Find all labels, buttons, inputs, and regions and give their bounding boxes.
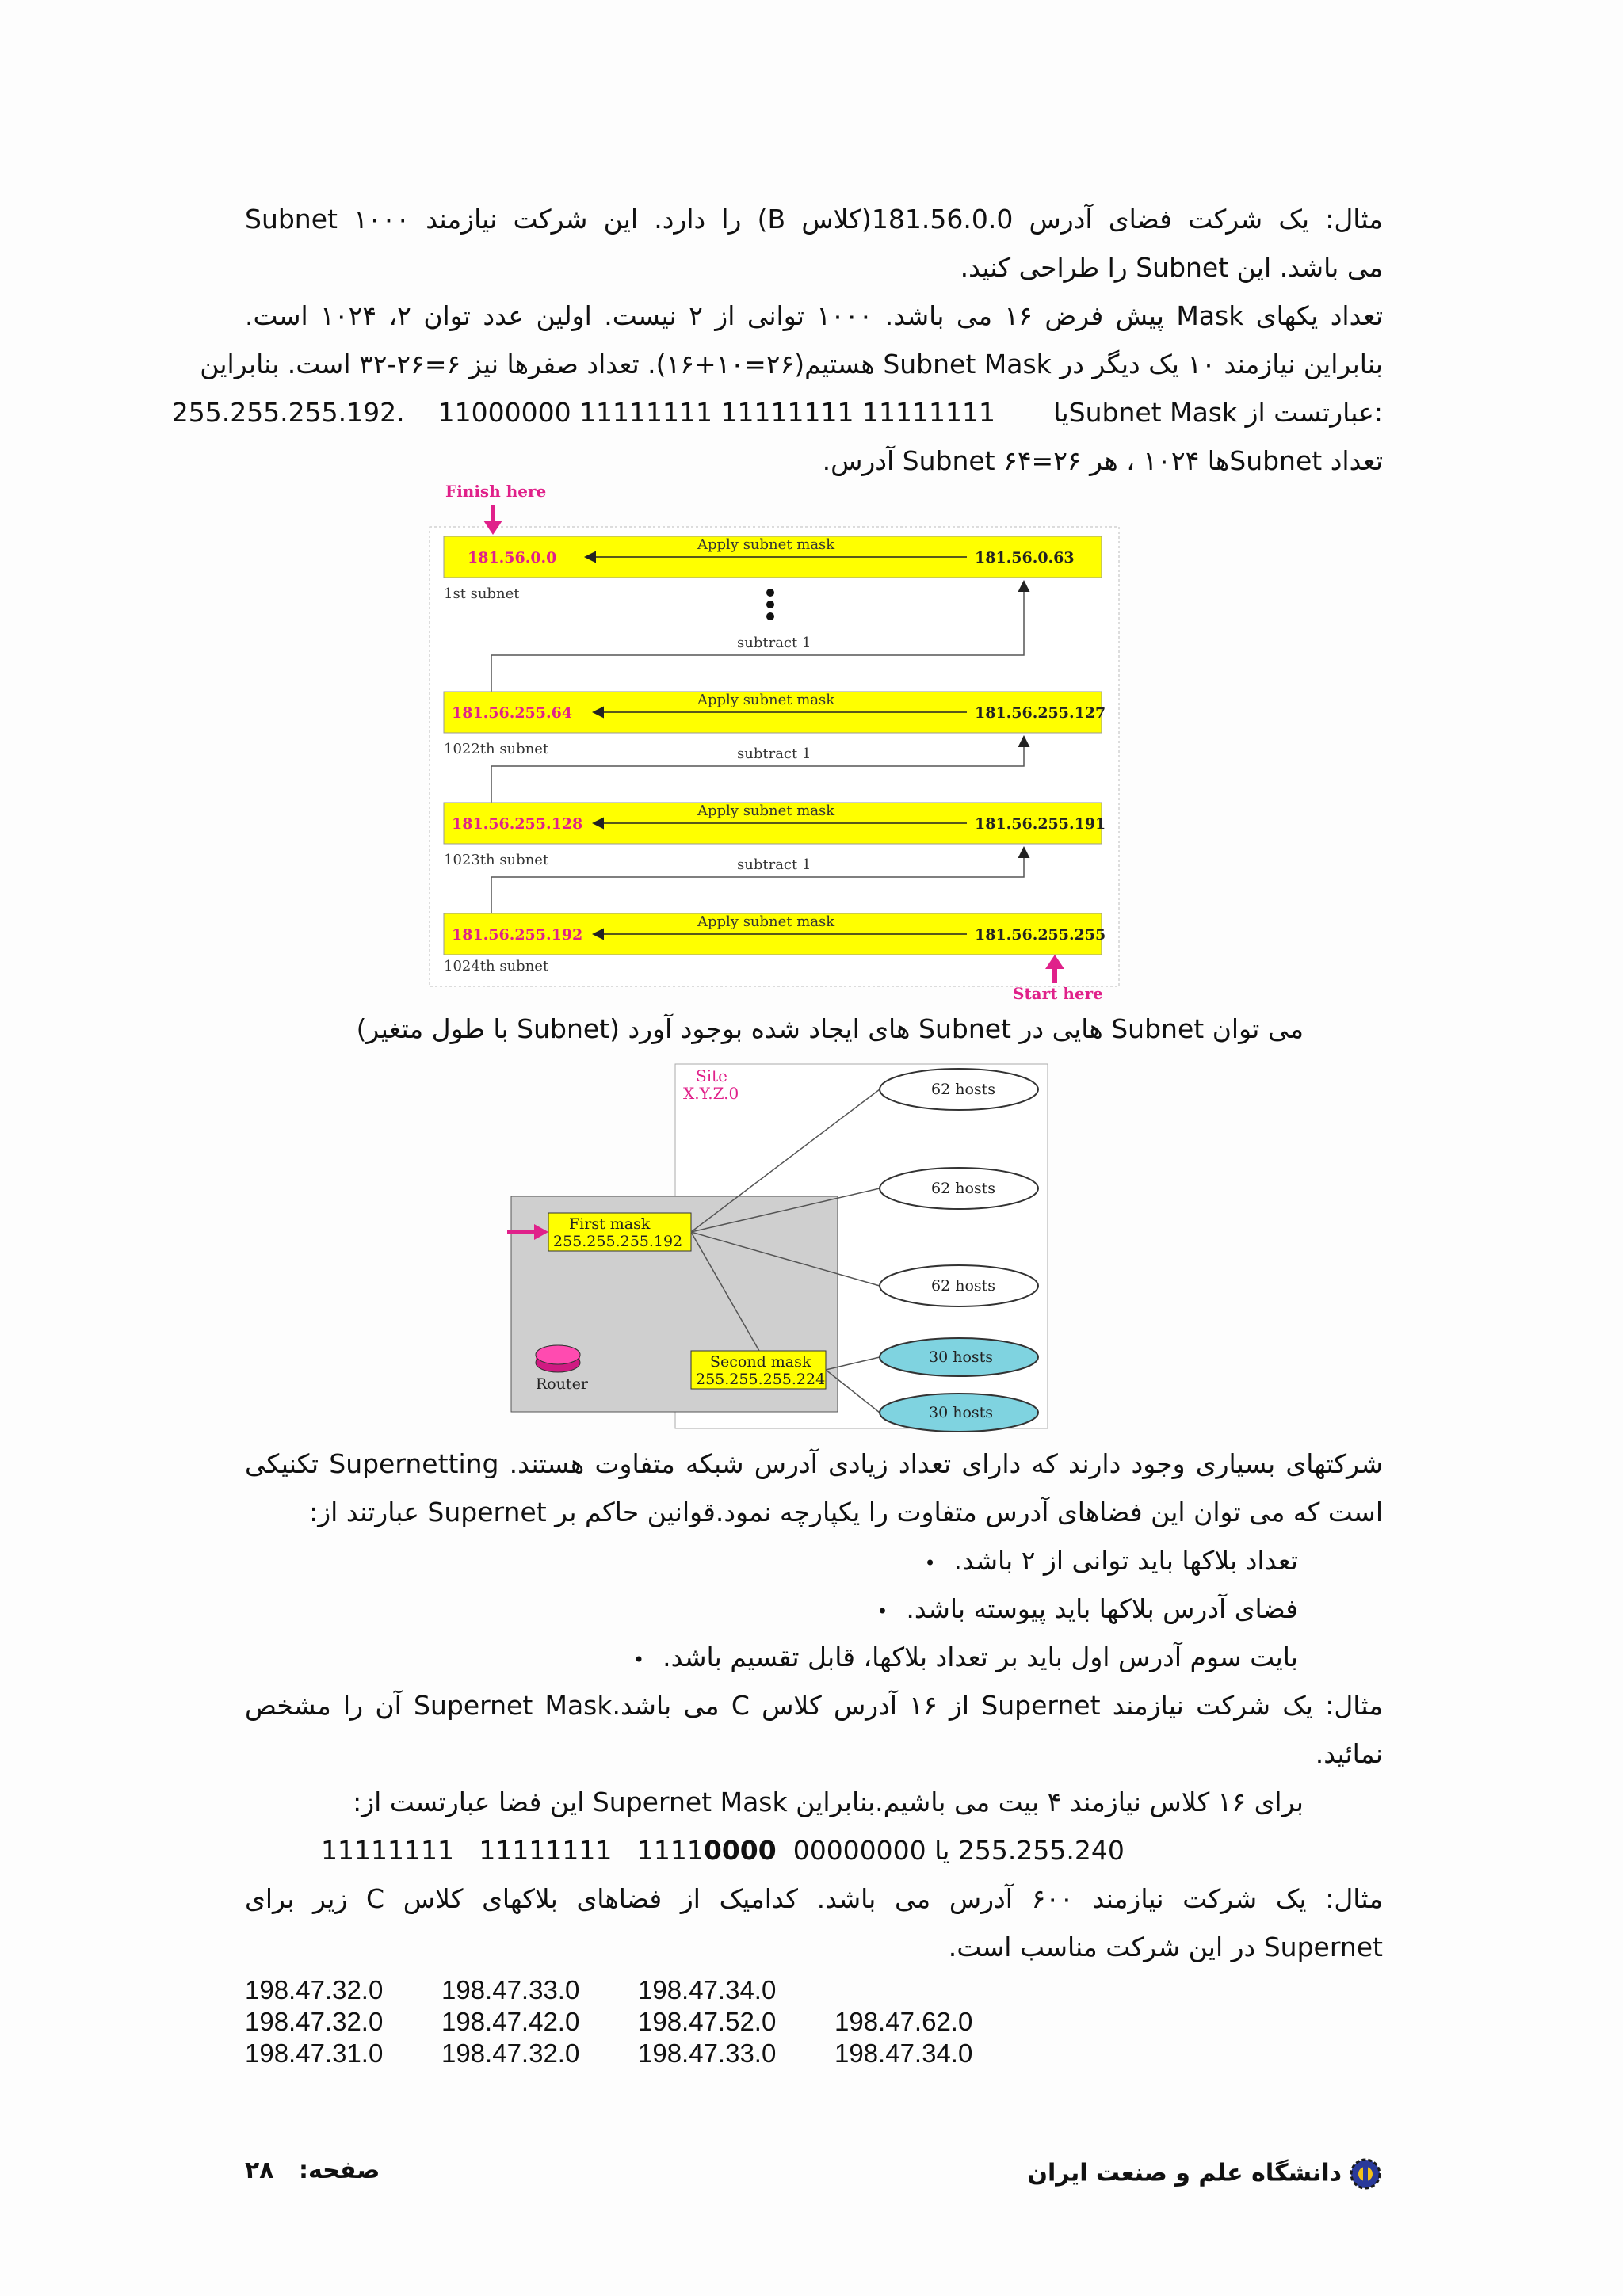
table-cell: 198.47.52.0	[638, 2007, 777, 2036]
example1-line2: می باشد. این Subnet را طراحی کنید.	[960, 252, 1383, 283]
hosts-label-4: 30 hosts	[929, 1348, 994, 1366]
subnet-count-line: تعداد Subnetها ۱۰۲۴ ، هر Subnet ۶۴=۲۶ آدرس.	[822, 445, 1383, 476]
site-label: Site	[696, 1066, 727, 1085]
row3-left: 181.56.255.128	[452, 815, 583, 833]
supernet-mask-line	[321, 1833, 1125, 1868]
ip-options-table	[245, 1974, 1031, 2069]
start-here-label: Start here	[1013, 984, 1103, 1002]
footer-university	[1027, 2157, 1383, 2191]
subnet-mask-line	[172, 395, 1383, 430]
table-row	[245, 1974, 1031, 2006]
row3-apply: Apply subnet mask	[697, 803, 835, 819]
table-cell: 198.47.33.0	[441, 1975, 580, 2004]
table-cell: 198.47.42.0	[441, 2007, 580, 2036]
mask-binary: 11111111 11111111 11111111 11000000	[437, 397, 995, 428]
explanation-line1: تعداد یکهای Mask پیش فرض ۱۶ می باشد. ۱۰۰۰ توانی از ۲ نیست. اولین عدد توان ۲، ۱۰۲۴ است.	[245, 300, 1384, 331]
vlsm-figure	[507, 1058, 1062, 1434]
example3-line1: مثال: یک شرکت نیازمند ۶۰۰ آدرس می باشد. کدامیک از فضاهای بلاکهای کلاس C زیر برای	[245, 1883, 1383, 1914]
row1-subtract: subtract 1	[737, 635, 812, 651]
mask-dotted: 255.255.255.192.	[171, 397, 405, 428]
page-number: ۲۸	[245, 2157, 274, 2184]
table-cell	[834, 1974, 1031, 2006]
second-mask-label: Second mask	[710, 1353, 812, 1371]
table-row	[245, 2038, 1031, 2069]
first-mask-label: First mask	[569, 1215, 651, 1233]
hosts-label-3: 62 hosts	[931, 1277, 996, 1295]
row1-left: 181.56.0.0	[468, 549, 557, 566]
hosts-label-5: 30 hosts	[929, 1404, 994, 1421]
row2-right: 181.56.255.127	[975, 704, 1106, 722]
university-logo-icon	[1348, 2157, 1383, 2191]
row3-right: 181.56.255.191	[975, 815, 1106, 833]
row4-apply: Apply subnet mask	[697, 913, 835, 930]
rule-item-2: فضای آدرس بلاکها باید پیوسته باشد.•	[876, 1593, 1298, 1624]
rule-text-1: تعداد بلاکها باید توانی از ۲ باشد.	[953, 1545, 1298, 1576]
mask-or: یا	[1053, 397, 1069, 428]
row1-apply: Apply subnet mask	[697, 536, 835, 553]
row1-right: 181.56.0.63	[975, 549, 1075, 566]
row2-subtract: subtract 1	[737, 746, 812, 762]
example2-line1: مثال: یک شرکت نیازمند Supernet از ۱۶ آدرس کلاس C می باشد.Supernet Mask آن را مشخص	[245, 1690, 1383, 1721]
table-cell: 198.47.32.0	[245, 2007, 384, 2036]
university-name: دانشگاه علم و صنعت ایران	[1027, 2159, 1342, 2187]
supernet-line1: شرکتهای بسیاری وجود دارند که دارای تعداد زیادی آدرس شبکه متفاوت هستند. Supernetting تکنیکی	[245, 1448, 1383, 1479]
supernet-bin-c: 00000000	[776, 1835, 926, 1866]
table-cell: 198.47.34.0	[834, 2039, 973, 2068]
row4-label: 1024th subnet	[444, 958, 549, 974]
row2-left: 181.56.255.64	[452, 704, 573, 722]
second-mask-value: 255.255.255.224	[696, 1371, 826, 1388]
supernet-bin-a: 11111111 11111111 1111	[321, 1835, 704, 1866]
supernet-line2: است که می توان این فضاهای آدرس متفاوت را یکپارچه نمود.قوانین حاکم بر Supernet عبارتند از:	[309, 1497, 1383, 1527]
finish-here-label: Finish here	[445, 482, 547, 501]
example1-line1: مثال: یک شرکت فضای آدرس 181.56.0.0(کلاس B) را دارد. این شرکت نیازمند ۱۰۰۰ Subnet	[245, 204, 1383, 235]
table-cell: 198.47.32.0	[441, 2039, 580, 2068]
explanation-line2: بنابراین نیازمند ۱۰ یک دیگر در Subnet Mask هستیم(۲۶=۱۰+۱۶). تعداد صفرها نیز ۶=۲۶-۳۲ است. بنابراین	[200, 349, 1383, 379]
hosts-label-2: 62 hosts	[931, 1180, 996, 1197]
table-cell: 198.47.34.0	[638, 1975, 777, 2004]
page-label: صفحه:	[298, 2157, 380, 2184]
supernet-dotted: 255.255.240 یا	[934, 1835, 1125, 1866]
table-cell: 198.47.62.0	[834, 2007, 973, 2036]
table-cell: 198.47.31.0	[245, 2039, 384, 2068]
site-address: X.Y.Z.0	[683, 1084, 739, 1103]
subnet-figure	[428, 479, 1125, 1002]
row4-left: 181.56.255.192	[452, 926, 583, 944]
rule-text-2: فضای آدرس بلاکها باید پیوسته باشد.	[906, 1593, 1298, 1624]
rule-item-3: بایت سوم آدرس اول باید بر تعداد بلاکها، قابل تقسیم باشد.•	[633, 1642, 1298, 1672]
supernet-bin-b: 0000	[703, 1835, 777, 1866]
table-cell: 198.47.33.0	[638, 2039, 777, 2068]
table-row	[245, 2006, 1031, 2038]
row2-label: 1022th subnet	[444, 741, 549, 757]
first-mask-value: 255.255.255.192	[553, 1233, 683, 1250]
router-label: Router	[536, 1375, 588, 1393]
rule-item-1: تعداد بلاکها باید توانی از ۲ باشد.•	[924, 1545, 1298, 1576]
vlsm-caption: می توان Subnet هایی در Subnet های ایجاد شده بوجود آورد (Subnet با طول متغیر)	[356, 1013, 1304, 1044]
example2-line2: نمائید.	[1315, 1738, 1383, 1769]
footer-page	[245, 2157, 380, 2184]
row3-subtract: subtract 1	[737, 856, 812, 873]
row2-apply: Apply subnet mask	[697, 692, 835, 708]
row3-label: 1023th subnet	[444, 852, 549, 868]
row4-right: 181.56.255.255	[975, 926, 1106, 944]
mask-label: Subnet Mask عبارتست از:	[1068, 397, 1383, 428]
example3-line2: Supernet در این شرکت مناسب است.	[948, 1932, 1383, 1962]
row1-label: 1st subnet	[444, 585, 520, 602]
hosts-label-1: 62 hosts	[931, 1081, 996, 1098]
rule-text-3: بایت سوم آدرس اول باید بر تعداد بلاکها، قابل تقسیم باشد.	[663, 1642, 1298, 1672]
table-cell: 198.47.32.0	[245, 1975, 384, 2004]
example2-solution: برای ۱۶ کلاس نیازمند ۴ بیت می باشیم.بنابراین Supernet Mask این فضا عبارتست از:	[353, 1787, 1304, 1817]
